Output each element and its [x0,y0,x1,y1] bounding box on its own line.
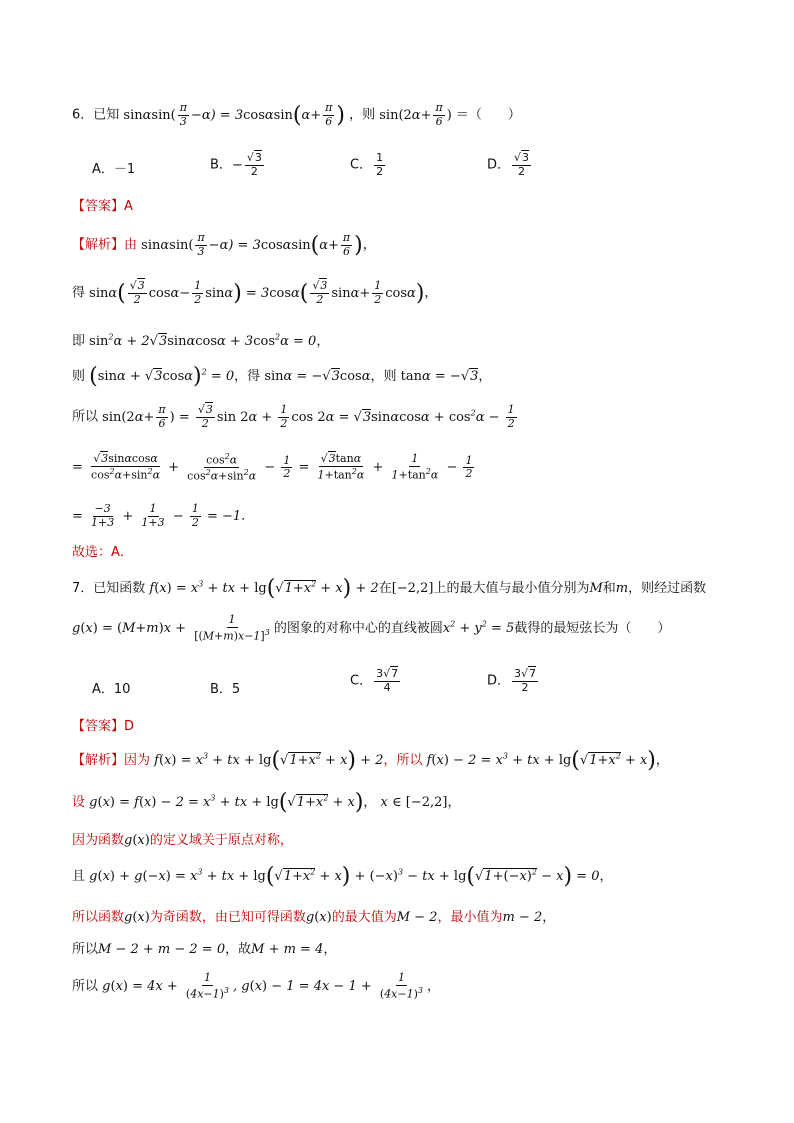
q7-option-a: A．10 [92,682,131,697]
q7-option-b: B．5 [210,682,241,697]
q7-analysis-line6: 所以M − 2 + m − 2 = 0，故M + m = 4， [72,942,337,957]
q7-analysis-line2: 设 $g(x) = f(x) - 2 = x^3$ + tx + $\lg(√1+x^2 + x)$， x ∈ [−2,2]， [72,790,461,815]
q6-stem [72,102,521,128]
q6-blank: ＝（ ） [455,107,521,123]
q6-analysis-line6: = $\frac{√3\sin\alpha\cos\alpha}{\cos^2\alpha+\sin^2\alpha}$ + $\frac{\cos^2\alpha}{\cos^2\alpha+\sin^2\alpha}$ − $\frac{1}{2}$ = $\frac{√3\tan\alpha}{1+\tan^2\alpha}$ + $\frac{1}{1+\tan^2\alpha}$ − $\frac{1}{2}$ [72,452,473,483]
q7-analysis-line7: 所以 g(x) = 4x + $\frac{1}{(4x-1)^3}$ , g(x) − 1 = 4x − 1 + $\frac{1}{(4x-1)^3}$ ， [72,971,441,1001]
q7-analysis-line1: 【解析】因为 $f(x) = x^3$ + tx + $\lg(√1+x^2 + x) + 2$，所以 $f(x) - 2 = x^3$ + tx + $\lg(√1+x^2 + x)$， [72,748,669,773]
q6-analysis-line2: 得 sinα( $\frac{√3}{2}$ cosα− $\frac{1}{2}$ sinα) = 3cosα( $\frac{√3}{2}$ sinα+ $\frac{1}{2}$ cosα)， [72,279,438,306]
q6-option-b: B．− $\frac{√3}{2}$ [210,152,266,178]
q6-analysis-line1: 【解析】由 sinαsin( $\frac{\pi}{3}$ −α) = 3cosαsin(α+ $\frac{\pi}{6}$ )， [72,231,376,258]
q7-option-c: C． $\frac{3√7}{4}$ [350,667,399,694]
q6-option-c: C． $\frac{1}{2}$ [350,151,384,178]
q7-stem-line2: g(x) = (M+m)x + $\frac{1}{[(M+m)x-1]^3}$ 的图象的对称中心的直线被圆$x^2 + y^2 = 5$截得的最短弦长为（ ） [72,613,671,643]
q7-analysis-line4: 且 $g(x) + g(-x) = x^3$ + tx + $\lg(√1+x^2 + x) + (-x)^3$ − tx + $\lg(√1+(-x)^2 - x) = 0$， [72,864,613,889]
q7-answer: 【答案】D [72,719,135,734]
q6-option-a: A．－1 [92,162,136,177]
q7-option-d: D． $\frac{3√7}{2}$ [487,667,537,694]
q7-stem-line1: 7．已知函数 $f(x) = x^3$ + tx + $\lg(√1+x^2 + x) + 2$在[−2,2]上的最大值与最小值分别为M和m，则经过函数 [72,576,707,601]
q6-analysis-line3: 即 $\sin^2\alpha + 2√3\sin\alpha\cos\alpha + 3\cos^2\alpha = 0$， [72,332,330,349]
q6-analysis-line7: = $\frac{-3}{1+3}$ + $\frac{1}{1+3}$ − $\frac{1}{2}$ = −1． [72,502,255,529]
q7-analysis-line3: 因为函数g(x)的定义域关于原点对称， [72,833,293,848]
q6-stem-suffix: ，则 [349,107,376,123]
q6-option-d: D． $\frac{√3}{2}$ [487,151,530,178]
q6-analysis-line4: 则 $(\sin\alpha + √3\cos\alpha)^2 = 0$，得 sinα = −√3cosα，则 tanα = −√3， [72,364,492,389]
q6-conclusion: 故选：A． [72,545,133,560]
q7-analysis-line5: 所以函数g(x)为奇函数，由已知可得函数g(x)的最大值为M − 2，最小值为m − 2， [72,910,556,925]
q6-condition: sinαsin( $\frac{\pi}{3}$ −α) = 3cosαsin(α+ $\frac{\pi}{6}$ ) [123,101,345,128]
q6-analysis-line5: 所以 sin(2α+ $\frac{\pi}{6}$ ) = $\frac{√3}{2}$ sin 2α + $\frac{1}{2}$ $\cos 2\alpha = √3\sin\alpha\cos\alpha + \cos^2\alpha$ − $\frac{1}{2}$ [72,403,515,430]
q6-option-b-value: − $\frac{√3}{2}$ [231,151,262,178]
q6-stem-prefix: 6．已知 [72,107,120,123]
q6-target: sin(2α+ $\frac{\pi}{6}$ ) [379,101,452,128]
q6-answer: 【答案】A [72,199,133,214]
